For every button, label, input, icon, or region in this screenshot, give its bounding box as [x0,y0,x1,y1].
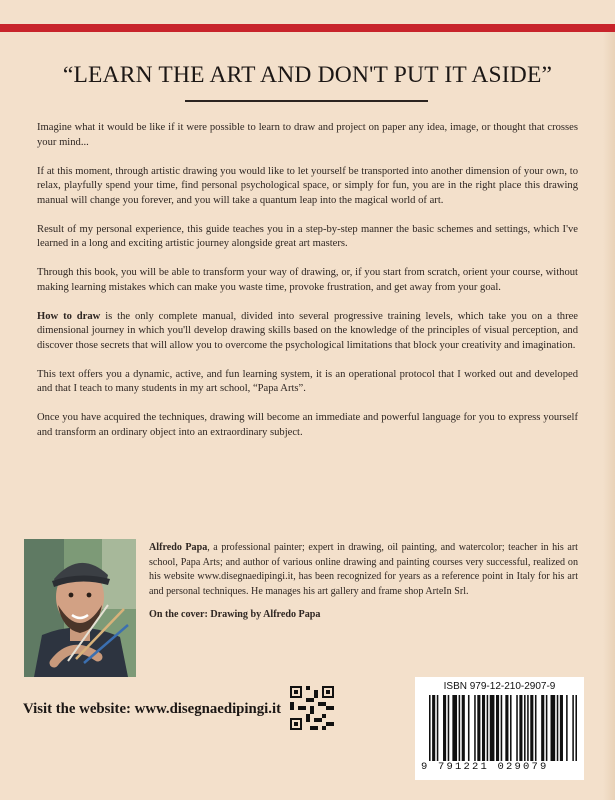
paragraph-2: If at this moment, through artistic drawing you would like to let yourself be transported into another dimension of your own, to relax, playfully spend your time, find personal psychological space, or simply for fun, you are in the right place this drawing manual will change you forever, and you will take a quantum leap into the magical world of art. [37,165,578,206]
isbn-label: ISBN 979-12-210-2907-9 [443,681,556,692]
qr-code[interactable] [290,686,334,730]
cover-credit: On the cover: Drawing by Alfredo Papa [149,609,321,620]
isbn-barcode [415,677,584,780]
barcode-digits: 9 791221 029079 [421,761,549,773]
barcode-bars [429,695,577,761]
top-red-rule [0,24,615,32]
description-text [37,121,578,455]
paragraph-6: This text offers you a dynamic, active, and fun learning system, it is an operational protocol that I worked out and developed and that I teach to many students in my art school, “Papa Arts”. [37,368,578,394]
spine-shadow [603,32,615,800]
author-bio [149,541,578,623]
author-name: Alfredo Papa [149,542,208,553]
paragraph-1: Imagine what it would be like if it were possible to learn to draw and project on paper any idea, image, or thought that crosses your mind... [37,122,578,148]
author-bio-paragraph: Alfredo Papa, a professional painter; expert in drawing, oil painting, and watercolor; teacher in his art school, Papa Arts; and author of various online drawing and painting courses very successful, realized on his website www.disegnaedipingi.it, has been recognized for years as a reference point in Italy for his art and personal techniques. He manages his art gallery and frame shop ArteIn Srl. [149,542,578,597]
headline: “LEARN THE ART AND DON'T PUT IT ASIDE” [62,62,553,88]
paragraph-4: Through this book, you will be able to transform your way of drawing, or, if you start from scratch, orient your course, without making learning mistakes which can make you waste time, provoke frustration, and get away from your goal. [37,267,578,293]
book-title-bold: How to draw [37,310,101,322]
website-link-text[interactable]: Visit the website: www.disegnaedipingi.it [23,701,281,717]
paragraph-3: Result of my personal experience, this guide teaches you in a step-by-step manner the basic schemes and settings, which I've learned in a long and exciting artistic journey alongside great art masters. [37,223,578,249]
paragraph-5: How to draw is the only complete manual, divided into several progressive training levels, which take you on a three dimensional journey in which you'll develop drawing skills based on the knowledge of the principles of visual perception, and discover those secrets that will allow you to overcome the psychological limitations that block your creativity and imagination. [37,310,578,351]
headline-underline [185,100,428,102]
author-photo [24,539,136,677]
paragraph-7: Once you have acquired the techniques, drawing will become an immediate and powerful language for you to express yourself and transform an ordinary object into an extraordinary subject. [37,412,578,438]
